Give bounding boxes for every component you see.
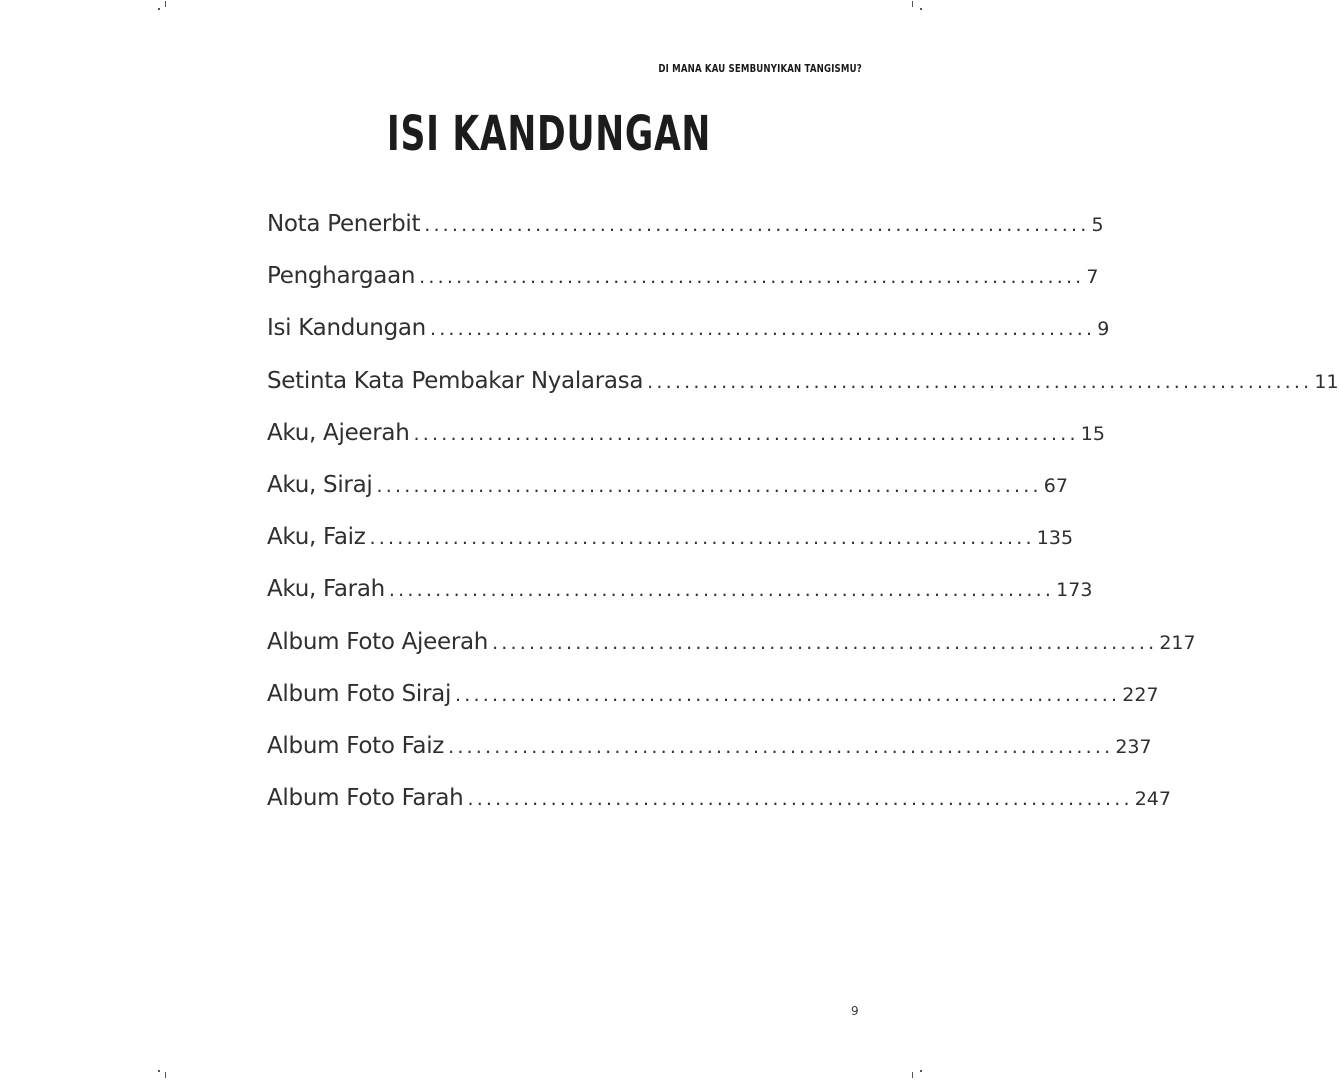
page-number: 9 — [851, 1004, 859, 1018]
toc-entry-album-siraj[interactable] — [267, 668, 1159, 720]
toc-entry-album-faiz[interactable] — [267, 720, 1152, 772]
toc-entry-album-farah[interactable] — [267, 772, 1171, 824]
crop-mark — [920, 8, 922, 10]
toc-leader-dots: ........................................................................ — [388, 579, 1055, 602]
toc-entry-page: 11 — [1314, 370, 1339, 393]
running-header: DI MANA KAU SEMBUNYIKAN TANGISMU? — [658, 62, 862, 75]
toc-entry-label: Penghargaan — [267, 263, 416, 290]
toc-entry-aku-ajeerah[interactable] — [267, 407, 1105, 459]
toc-entry-aku-farah[interactable] — [267, 563, 1093, 615]
toc-leader-dots: ........................................................................ — [448, 735, 1114, 758]
crop-mark — [912, 1072, 913, 1078]
crop-mark — [158, 8, 160, 10]
toc-entry-page: 5 — [1091, 214, 1104, 236]
toc-entry-penghargaan[interactable] — [267, 250, 1099, 302]
toc-leader-dots: ........................................................................ — [467, 788, 1133, 811]
toc-leader-dots: ........................................................................ — [413, 422, 1079, 445]
toc-entry-label: Album Foto Ajeerah — [267, 628, 489, 655]
toc-entry-page: 247 — [1134, 788, 1171, 811]
toc-leader-dots: ........................................................................ — [429, 318, 1096, 341]
table-of-contents — [267, 198, 1339, 824]
toc-entry-setinta-kata[interactable] — [267, 355, 1339, 407]
toc-entry-page: 227 — [1122, 683, 1159, 706]
crop-mark — [920, 1070, 922, 1072]
crop-mark — [158, 1070, 160, 1072]
page-title: ISI KANDUNGAN — [386, 106, 712, 162]
toc-entry-label: Aku, Faiz — [267, 524, 366, 551]
toc-entry-page: 237 — [1115, 735, 1152, 758]
toc-entry-page: 67 — [1043, 474, 1068, 497]
toc-entry-label: Aku, Ajeerah — [267, 419, 410, 446]
toc-leader-dots: ........................................................................ — [424, 214, 1090, 236]
toc-leader-dots: ........................................................................ — [376, 474, 1042, 497]
toc-entry-page: 7 — [1086, 266, 1099, 289]
toc-entry-label: Nota Penerbit — [267, 211, 421, 237]
toc-entry-page: 135 — [1036, 527, 1074, 550]
crop-mark — [165, 1072, 166, 1078]
toc-leader-dots: ........................................................................ — [455, 683, 1121, 706]
toc-entry-page: 9 — [1097, 318, 1110, 341]
toc-entry-page: 15 — [1080, 422, 1105, 445]
toc-entry-aku-siraj[interactable] — [267, 459, 1068, 511]
toc-entry-nota-penerbit[interactable] — [267, 198, 1104, 250]
toc-entry-label: Setinta Kata Pembakar Nyalarasa — [267, 367, 644, 394]
toc-leader-dots: ........................................................................ — [369, 527, 1035, 550]
crop-mark — [165, 1, 166, 7]
toc-leader-dots: ........................................................................ — [492, 631, 1158, 654]
toc-leader-dots: ........................................................................ — [419, 266, 1085, 289]
toc-entry-album-ajeerah[interactable] — [267, 616, 1196, 668]
toc-entry-label: Album Foto Siraj — [267, 680, 452, 707]
toc-entry-label: Aku, Farah — [267, 576, 385, 603]
toc-entry-label: Album Foto Farah — [267, 785, 464, 812]
toc-leader-dots: ........................................................................ — [647, 370, 1313, 393]
toc-entry-aku-faiz[interactable] — [267, 511, 1074, 563]
toc-entry-isi-kandungan[interactable] — [267, 302, 1110, 354]
toc-entry-page: 173 — [1056, 579, 1093, 602]
toc-entry-page: 217 — [1159, 631, 1196, 654]
toc-entry-label: Aku, Siraj — [267, 471, 373, 498]
toc-entry-label: Isi Kandungan — [267, 315, 426, 342]
toc-entry-label: Album Foto Faiz — [267, 732, 445, 759]
crop-mark — [912, 1, 913, 7]
